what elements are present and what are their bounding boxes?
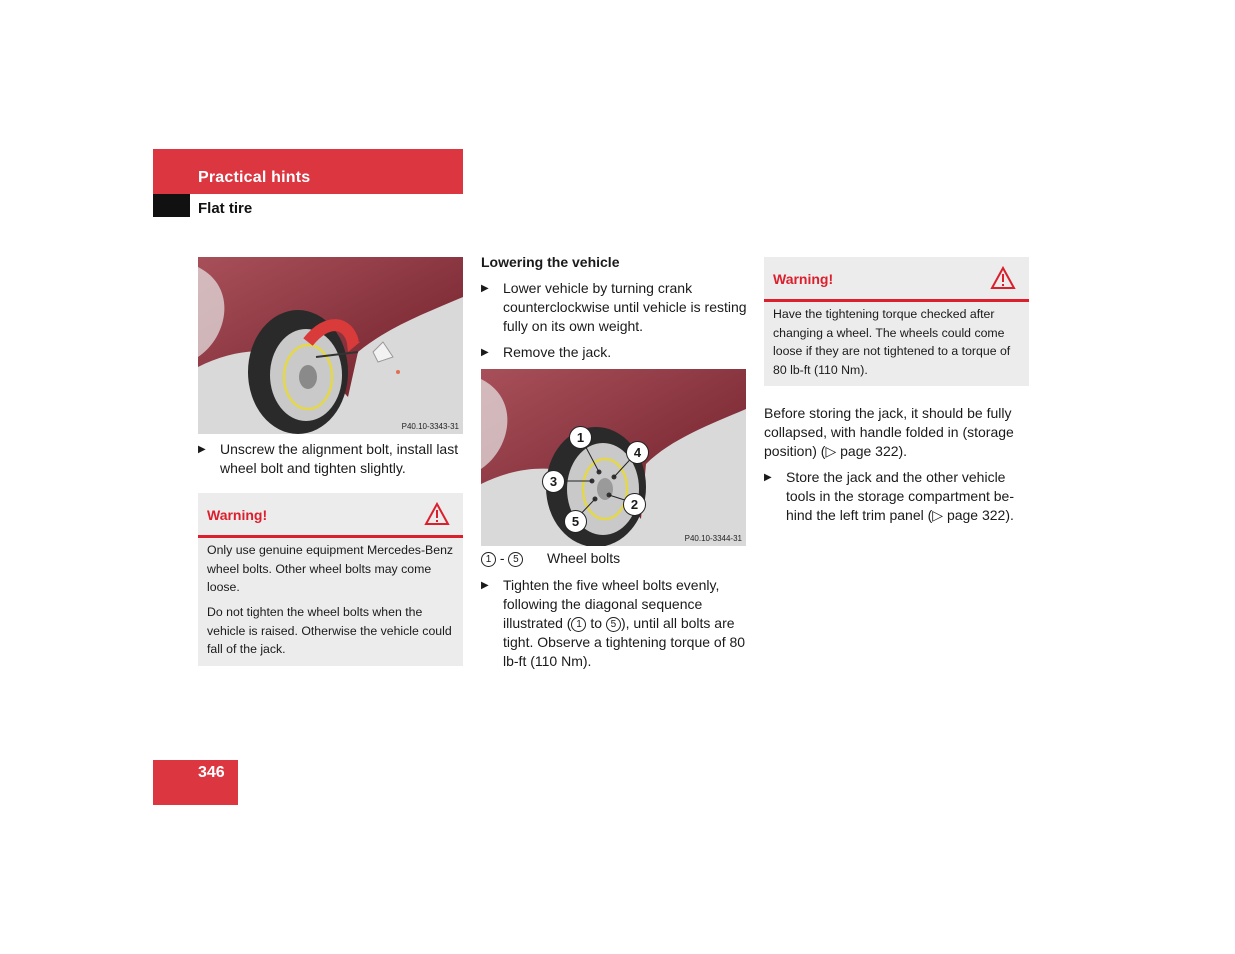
callout-4: 4 [626, 441, 649, 464]
warning-box-genuine-bolts [198, 493, 463, 666]
callout-2: 2 [623, 493, 646, 516]
car-wheel-illustration [198, 257, 463, 434]
callout-5: 5 [564, 510, 587, 533]
section-subtitle: Flat tire [198, 200, 253, 217]
header-marker [153, 194, 190, 217]
section-title: Practical hints [198, 169, 311, 186]
bullet-arrow-icon: ▶ [198, 444, 206, 455]
step-lower-vehicle: ▶ Lower vehicle by turning crank counterclockwise until vehicle is resting fully on its own weight. [481, 280, 747, 334]
warning-triangle-icon [990, 266, 1016, 290]
legend-from-number: 1 [481, 552, 496, 567]
bullet-arrow-icon: ▶ [481, 580, 489, 591]
legend-text: Wheel bolts [547, 550, 621, 566]
callout-ref-5: 5 [606, 617, 621, 632]
legend-dash: - [499, 550, 505, 566]
warning-label: Warning! [773, 271, 834, 287]
figure-code: P40.10-3344-31 [684, 534, 742, 543]
paragraph-storing-jack: Before storing the jack, it should be fully collapsed, with handle folded in (storage position) (▷ page 322). [764, 405, 1014, 459]
callout-1: 1 [569, 426, 592, 449]
bullet-arrow-icon: ▶ [481, 283, 489, 294]
warning-text: Have the tightening torque checked after changing a wheel. The wheels could come loose if they are not tightened to a torque of 80 lb-ft (110 Nm). [773, 307, 1011, 377]
warning-label: Warning! [207, 507, 268, 523]
warning-text-1: Only use genuine equipment Mercedes-Benz wheel bolts. Other wheel bolts may come loose. [207, 543, 454, 594]
warning-text-2: Do not tighten the wheel bolts when the vehicle is raised. Otherwise the vehicle could fall of the jack. [207, 605, 452, 656]
callout-ref-1: 1 [571, 617, 586, 632]
step-tighten-bolts: ▶ Tighten the five wheel bolts evenly, following the diagonal sequence illustrated ( 1 to 5 ), until all bolts are tight. Observe a tightening torque of 80 lb-ft (110 Nm). [481, 577, 746, 669]
page-number: 346 [198, 764, 225, 781]
wheel-bolts-illustration [481, 369, 746, 546]
warning-header [764, 257, 1029, 302]
step-unscrew-bolt: ▶ Unscrew the alignment bolt, install last wheel bolt and tighten slightly. [198, 441, 459, 476]
step-remove-jack: ▶ Remove the jack. [481, 344, 612, 360]
warning-box-torque-check [764, 257, 1029, 386]
warning-triangle-icon [424, 502, 450, 526]
figure-wheel-bolt-sequence [481, 369, 746, 546]
legend-wheel-bolts [481, 550, 747, 567]
legend-to-number: 5 [508, 552, 523, 567]
step-store-jack: ▶ Store the jack and the other vehicle tools in the storage compartment be-hind the left trim panel (▷ page 322). [764, 469, 1015, 523]
callout-3: 3 [542, 470, 565, 493]
bullet-arrow-icon: ▶ [764, 472, 772, 483]
bullet-arrow-icon: ▶ [481, 347, 489, 358]
figure-unscrew-alignment-bolt [198, 257, 463, 434]
heading-lowering-vehicle: Lowering the vehicle [481, 254, 620, 270]
warning-header [198, 493, 463, 538]
page-number-band [153, 760, 238, 805]
figure-code: P40.10-3343-31 [401, 422, 459, 431]
